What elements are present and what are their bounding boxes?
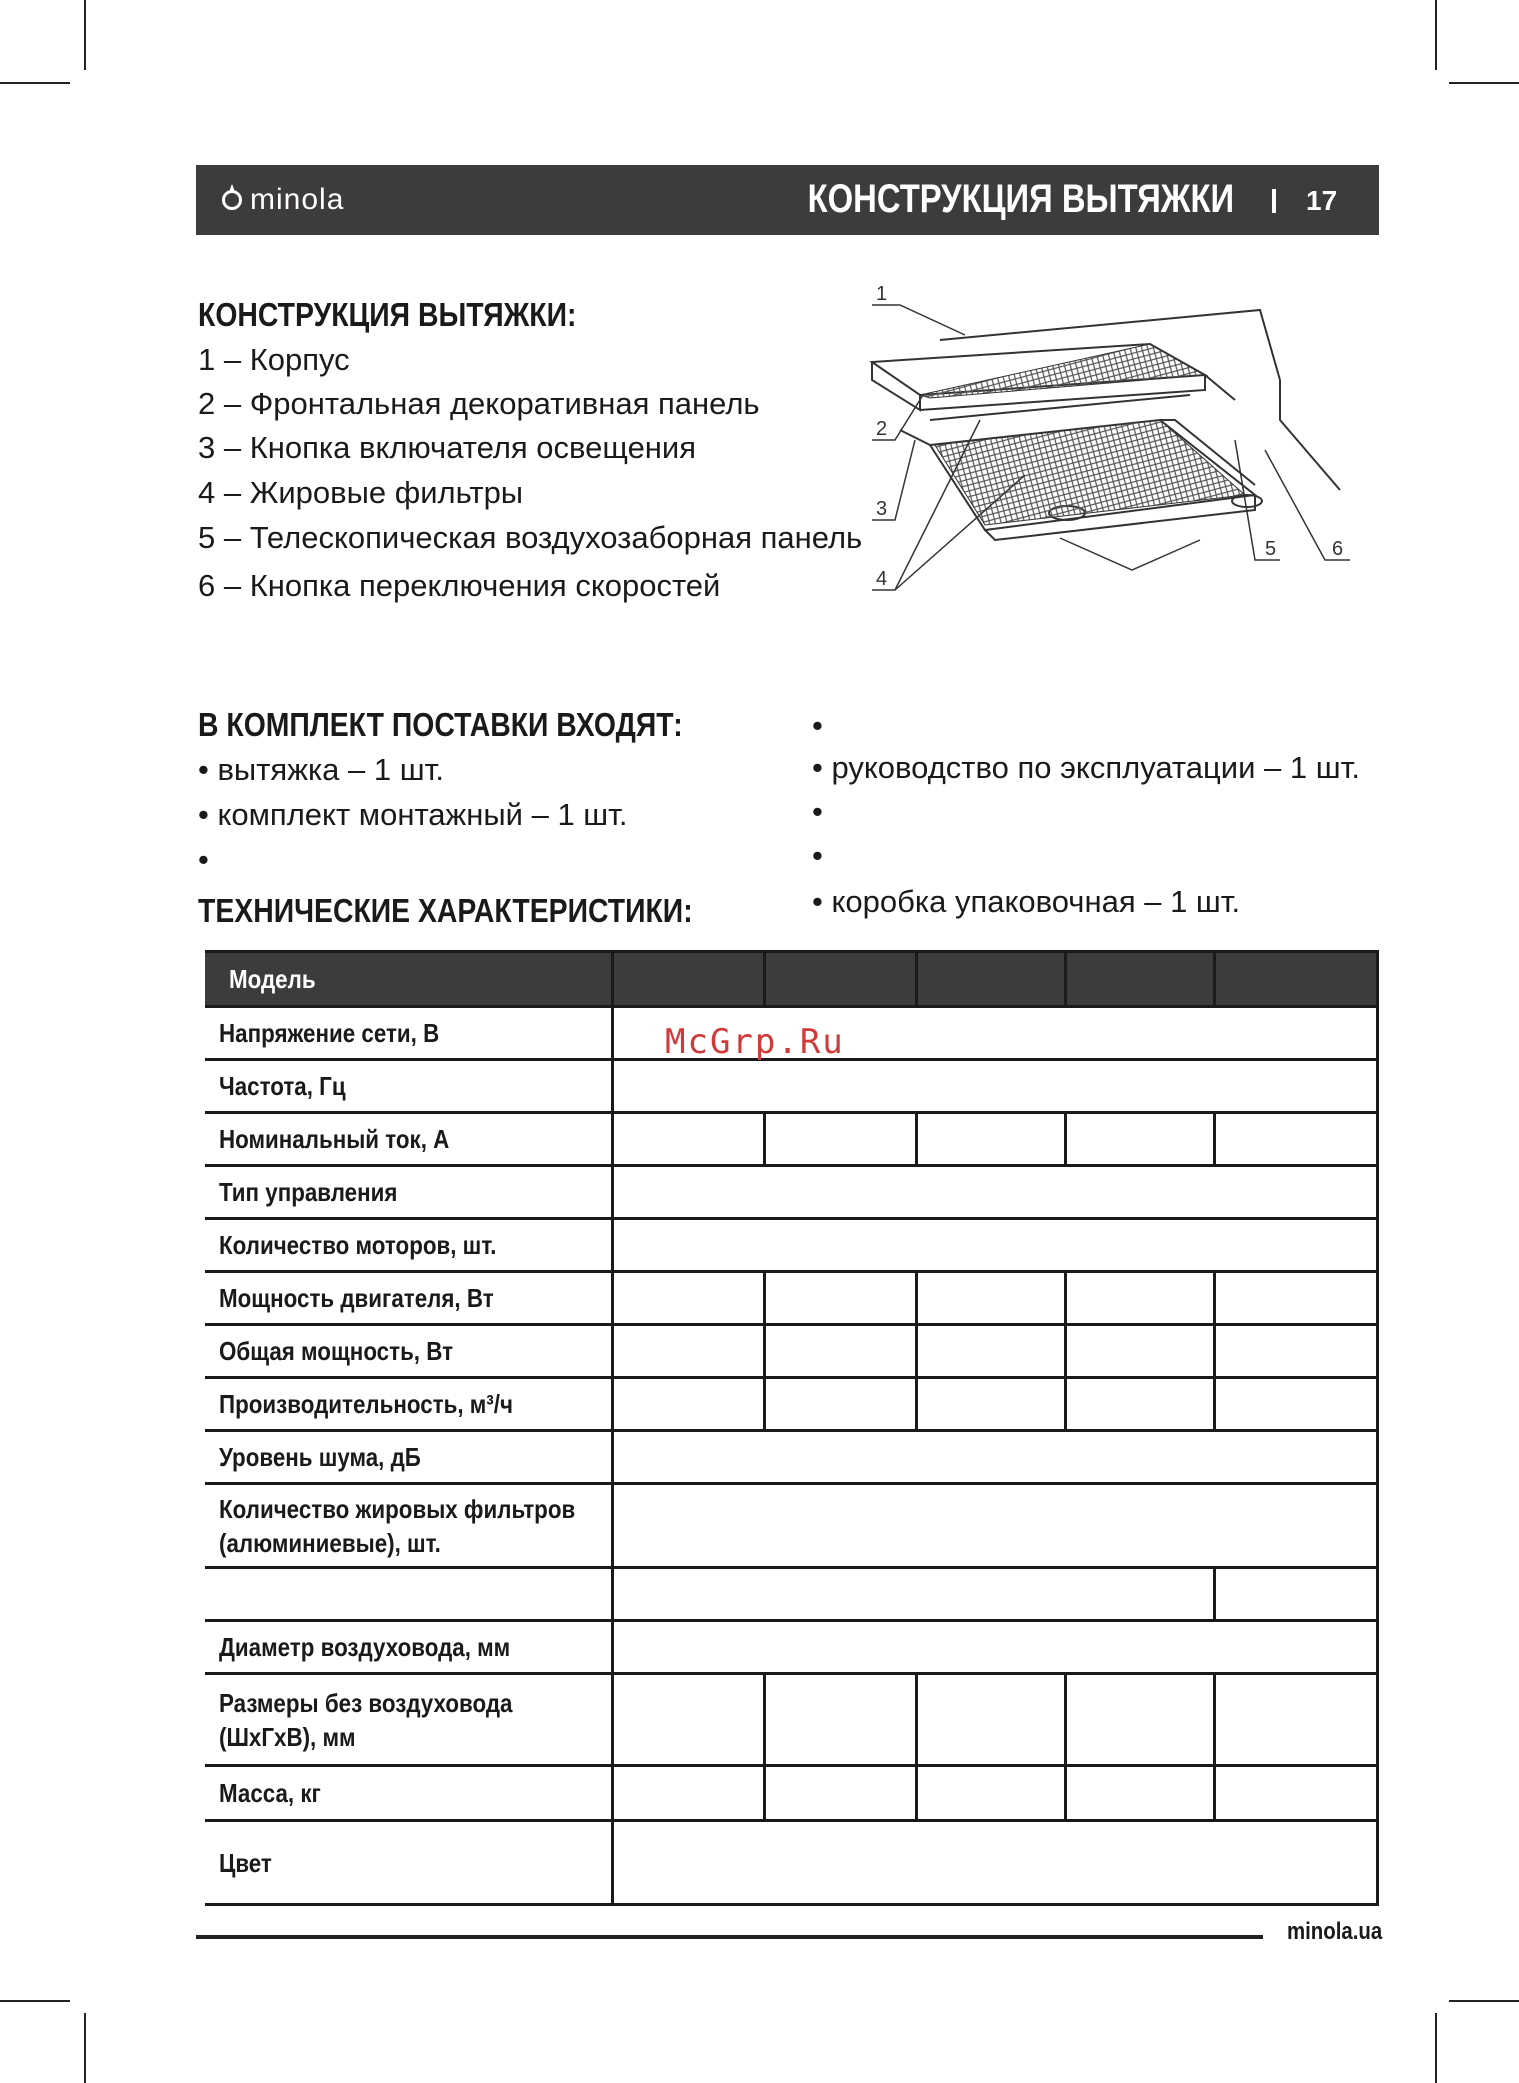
table-row: [205, 1484, 1377, 1568]
package-item: • вытяжка – 1 шт.: [198, 752, 444, 787]
table-row: [205, 1674, 1377, 1766]
crop-mark: [1435, 2013, 1437, 2083]
row-label-model: Модель: [229, 964, 316, 994]
row-label-filters: Количество жировых фильтров: [219, 1493, 576, 1524]
table-row: [205, 1821, 1377, 1905]
package-item: • коробка упаковочная – 1 шт.: [812, 884, 1241, 919]
row-label-noise: Уровень шума, дБ: [219, 1442, 421, 1472]
row-label-dimensions: Размеры без воздуховода: [219, 1687, 513, 1718]
construction-item: 6 – Кнопка переключения скоростей: [198, 568, 721, 603]
diagram-label-2: 2: [876, 418, 888, 440]
crop-mark: [84, 2013, 86, 2083]
row-label-color: Цвет: [219, 1847, 272, 1878]
crop-mark: [1449, 2000, 1519, 2002]
package-item: • руководство по эксплуатации – 1 шт.: [812, 750, 1360, 785]
package-item: • комплект монтажный – 1 шт.: [198, 797, 628, 832]
crop-mark: [1449, 82, 1519, 84]
footer-divider: [196, 1935, 1263, 1939]
row-label-capacity: Производительность, м³/ч: [219, 1389, 513, 1419]
table-row: [205, 1325, 1377, 1378]
diagram-label-4: 4: [876, 568, 888, 590]
package-heading: В КОМПЛЕКТ ПОСТАВКИ ВХОДЯТ:: [198, 706, 683, 743]
brand-logo: minola: [222, 183, 344, 217]
construction-item: 2 – Фронтальная декоративная панель: [198, 386, 760, 421]
header-divider: [1272, 189, 1276, 213]
package-item: •: [812, 794, 823, 829]
crop-mark: [1435, 0, 1437, 70]
row-label-motors: Количество моторов, шт.: [219, 1230, 497, 1260]
package-item: •: [812, 838, 823, 873]
diagram-label-6: 6: [1332, 538, 1344, 560]
construction-heading: КОНСТРУКЦИЯ ВЫТЯЖКИ:: [198, 296, 577, 333]
diagram-label-1: 1: [876, 283, 888, 305]
spec-table: [205, 950, 1379, 1906]
table-row: [205, 1219, 1377, 1272]
diagram-label-3: 3: [876, 498, 888, 520]
row-label-duct-diameter: Диаметр воздуховода, мм: [219, 1632, 511, 1662]
page-number: 17: [1306, 185, 1338, 216]
row-label-current: Номинальный ток, А: [219, 1124, 450, 1154]
page-title: КОНСТРУКЦИЯ ВЫТЯЖКИ: [807, 177, 1234, 221]
package-item: •: [812, 708, 823, 743]
table-row: [205, 1621, 1377, 1674]
specs-heading: ТЕХНИЧЕСКИЕ ХАРАКТЕРИСТИКИ:: [198, 892, 693, 929]
construction-item: 4 – Жировые фильтры: [198, 475, 524, 510]
row-label-dimensions-sub: (ШхГхВ), мм: [219, 1721, 356, 1752]
footer-site[interactable]: minola.ua: [1287, 1918, 1383, 1945]
hood-diagram: [860, 280, 1380, 610]
construction-item: 3 – Кнопка включателя освещения: [198, 430, 697, 465]
watermark: McGrp.Ru: [665, 1022, 845, 1062]
table-row: [205, 1060, 1377, 1113]
table-row: [205, 1272, 1377, 1325]
table-row: [205, 1766, 1377, 1821]
table-row: [205, 952, 1377, 1007]
table-row: [205, 1431, 1377, 1484]
package-item: •: [198, 842, 209, 877]
table-row: [205, 1378, 1377, 1431]
row-label-motor-power: Мощность двигателя, Вт: [219, 1283, 494, 1313]
row-label-filters-sub: (алюминиевые), шт.: [219, 1527, 441, 1558]
crop-mark: [0, 82, 70, 84]
drop-icon: [222, 190, 242, 210]
row-label-voltage: Напряжение сети, В: [219, 1018, 440, 1048]
crop-mark: [0, 2000, 70, 2002]
crop-mark: [84, 0, 86, 70]
table-row: [205, 1568, 1377, 1621]
page-header: [196, 165, 1379, 235]
diagram-label-5: 5: [1265, 538, 1277, 560]
table-row: [205, 1166, 1377, 1219]
row-label-weight: Масса, кг: [219, 1778, 321, 1808]
row-label-control-type: Тип управления: [219, 1177, 398, 1207]
row-label-frequency: Частота, Гц: [219, 1071, 346, 1101]
table-row: [205, 1113, 1377, 1166]
row-label-total-power: Общая мощность, Вт: [219, 1336, 454, 1366]
construction-item: 5 – Телескопическая воздухозаборная панель: [198, 520, 863, 555]
construction-item: 1 – Корпус: [198, 342, 350, 377]
